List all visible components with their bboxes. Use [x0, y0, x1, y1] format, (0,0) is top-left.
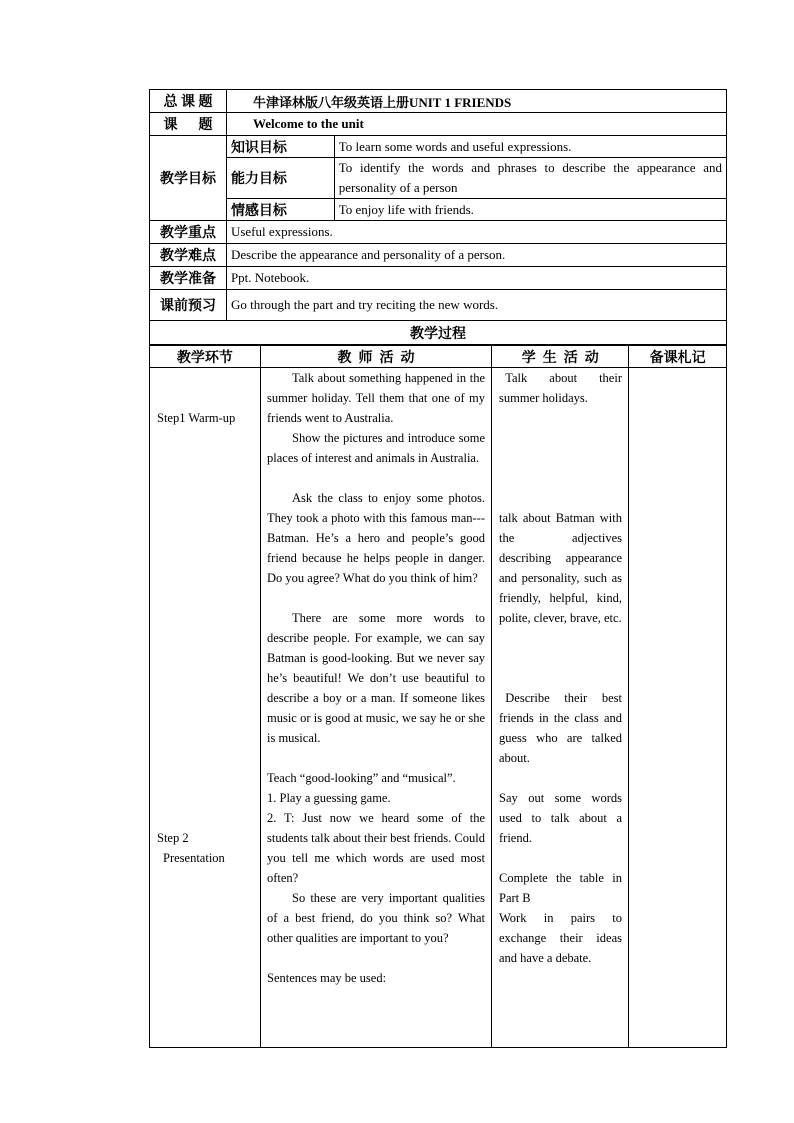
emotion-label: 情感目标 [226, 199, 334, 221]
total-topic-label: 总 课 题 [150, 90, 227, 113]
teacher-paragraph-2: Show the pictures and introduce some places of interest and animals in Australia. [267, 431, 485, 465]
student-item-1: Talk about their summer holidays. [499, 371, 622, 405]
preview-value: Go through the part and try reciting the new words. [226, 290, 726, 321]
student-item-4: Say out some words used to talk about a friend. [499, 791, 622, 845]
difficulties-value: Describe the appearance and personality of a person. [226, 244, 726, 267]
key-points-label: 教学重点 [150, 221, 227, 244]
col-student-header: 学 生 活 动 [492, 346, 629, 368]
process-title: 教学过程 [150, 321, 727, 345]
teacher-paragraph-3: Ask the class to enjoy some photos. They took a photo with this famous man--- Batman. He’s a hero and people’s good friend because he helps people in danger. Do you agree? What do you think of him? [267, 491, 485, 585]
preparation-value: Ppt. Notebook. [226, 267, 726, 290]
col-step-header: 教学环节 [150, 346, 261, 368]
teacher-activities [267, 368, 485, 988]
student-item-3: Describe their best friends in the class and guess who are talked about. [499, 691, 622, 765]
knowledge-value: To learn some words and useful expressions. [334, 136, 726, 158]
difficulties-label: 教学难点 [150, 244, 227, 267]
preparation-label: 教学准备 [150, 267, 227, 290]
objectives-label: 教学目标 [150, 136, 227, 221]
lesson-value: Welcome to the unit [226, 113, 726, 136]
teacher-paragraph-1: Talk about something happened in the summer holiday. Tell them that one of my friends went to Australia. [267, 371, 485, 425]
teacher-paragraph-9: Sentences may be used: [267, 971, 387, 985]
step1-label: Step1 Warm-up [157, 411, 236, 425]
student-item-5: Complete the table in Part B [499, 871, 622, 905]
key-points-value: Useful expressions. [226, 221, 726, 244]
teacher-paragraph-7: 2. T: Just now we heard some of the students talk about their best friends. Could you tell me which words are used most often? [267, 811, 485, 885]
teacher-paragraph-4: There are some more words to describe people. For example, we can say Batman is good-looking. But we never say he’s beautiful! We don’t use beautiful to describe a boy or a man. If someone likes music or is good at music, we say he or she is musical. [267, 611, 485, 745]
total-topic-value: 牛津译林版八年级英语上册UNIT 1 FRIENDS [226, 90, 726, 113]
teacher-paragraph-6: 1. Play a guessing game. [267, 791, 391, 805]
teacher-paragraph-5: Teach “good-looking” and “musical”. [267, 771, 456, 785]
info-table [149, 89, 727, 345]
ability-value: To identify the words and phrases to describe the appearance and personality of a person [334, 158, 726, 199]
student-item-6: Work in pairs to exchange their ideas and have a debate. [499, 911, 622, 965]
student-item-2: talk about Batman with the adjectives describing appearance and personality, such as friendly, helpful, kind, polite, clever, brave, etc. [499, 511, 622, 625]
notes-cell [629, 368, 727, 1048]
preview-label: 课前预习 [150, 290, 227, 321]
col-teacher-header: 教 师 活 动 [260, 346, 492, 368]
student-activities [499, 368, 622, 968]
step2-label-line1: Step 2 [157, 831, 189, 845]
col-notes-header: 备课札记 [629, 346, 727, 368]
ability-label: 能力目标 [226, 158, 334, 199]
emotion-value: To enjoy life with friends. [334, 199, 726, 221]
knowledge-label: 知识目标 [226, 136, 334, 158]
lesson-label: 课 题 [150, 113, 227, 136]
teacher-paragraph-8: So these are very important qualities of a best friend, do you think so? What other qualities are important to you? [267, 891, 485, 945]
step2-label-line2: Presentation [163, 851, 225, 865]
step-cell [150, 368, 261, 1048]
